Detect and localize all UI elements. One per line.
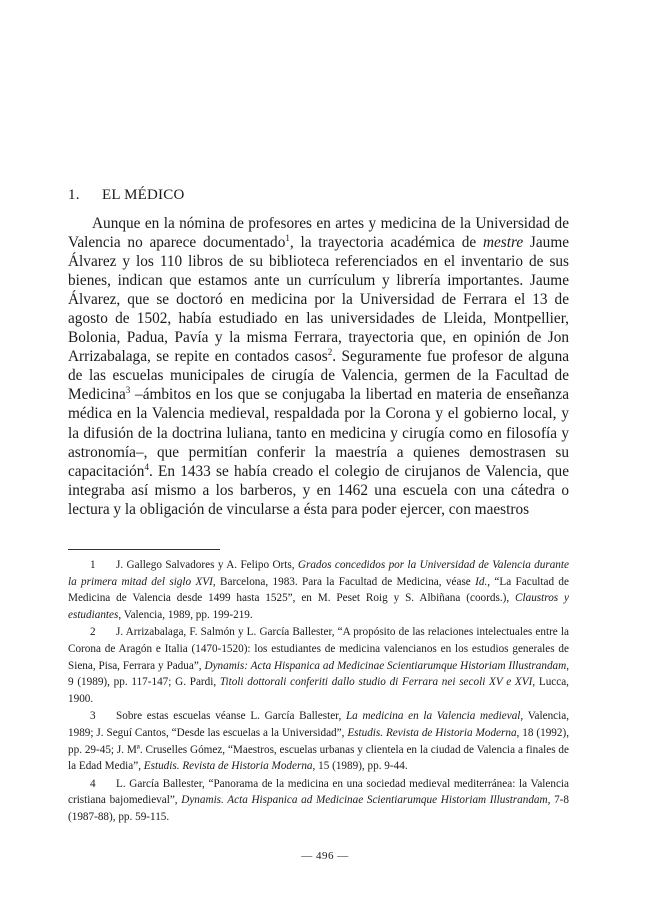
section-number: 1. <box>68 187 80 203</box>
main-text <box>68 214 569 519</box>
footnote-number: 4 <box>90 777 96 790</box>
footnote-3 <box>68 708 569 774</box>
footnote-separator <box>68 549 220 550</box>
text-run: , “La Facultad de Medicina de Valencia desde 1499 hasta 1525”, en M. Peset Roig y S. Albiñana (coords.), <box>68 575 569 605</box>
text-run: , Valencia, 1989, pp. 199-219. <box>118 608 253 621</box>
text-run: . En 1433 se había creado el colegio de cirujanos de Valencia, que integraba así mismo a los barberos, y en 1462 una escuela con una cátedra o lectura y la obligación de vincularse a ésta para poder ejercer, con maestros <box>68 462 569 518</box>
footnote-number: 3 <box>90 710 96 723</box>
footnote-ref-4[interactable]: 4 <box>144 461 149 472</box>
italic-title: Grados concedidos por la Universidad de Valencia durante la primera mitad del siglo XVI <box>68 559 569 588</box>
italic-title: Dynamis. Acta Hispanica ad Medicinae Scientiarumque Historiam Illustrandam <box>181 794 548 807</box>
italic-title: La medicina en la Valencia medieval <box>345 710 521 723</box>
text-run: Aunque en la nómina de profesores en artes y medicina de la Universidad de Valencia no aparece documentado <box>68 215 569 252</box>
footnote-ref-2[interactable]: 2 <box>327 347 333 358</box>
text-run: , Valencia, 1989; J. Seguí Cantos, “Desde las escuelas a la Universidad”, <box>68 710 569 739</box>
text-run: , Barcelona, 1983. Para la Facultad de Medicina, véase <box>212 575 476 588</box>
text-run: J. Gallego Salvadores y A. Felipo Orts, <box>116 559 298 571</box>
paragraph <box>68 214 569 519</box>
text-run: Jaume Álvarez y los 110 libros de su biblioteca referenciados en el inventario de sus bienes, indican que estamos ante un currículum y librería importantes. Jaume Álvarez, que se doctoró en medicina por la Universidad de Ferrara el 13 de agosto de 1502, había estudiado en las universidades de Lleida, Montpellier, Bolonia, Padua, Pavía y la misma Ferrara, trayectoria que, en opinión de Jon Arrizabalaga, se repite en contados casos <box>68 234 570 366</box>
text-run: . Seguramente fue profesor de alguna de las escuelas municipales de cirugía de Valencia, germen de la Facultad de Medicina <box>68 348 570 404</box>
italic-title: Dynamis: Acta Hispanica ad Medicinae Scientiarumque Historiam Illustrandam <box>204 659 567 672</box>
footnote-4 <box>68 776 569 826</box>
footnote-ref-1[interactable]: 1 <box>285 232 290 243</box>
italic-title: Titoli dottorali conferiti dallo studio di Ferrara nei secoli XV e XVI <box>219 676 533 689</box>
text-run: , Lucca, 1900. <box>68 676 569 705</box>
footnotes <box>68 557 569 827</box>
text-run: , 15 (1989), pp. 9-44. <box>312 760 408 773</box>
text-run: , 7-8 (1987-88), pp. 59-115. <box>68 794 569 823</box>
italic-title: Estudis. Revista de Historia Moderna <box>347 726 517 739</box>
text-run: , la trayectoria académica de <box>289 234 483 252</box>
text-run: Sobre estas escuelas véanse L. García Ballester, <box>116 710 346 723</box>
footnote-number: 1 <box>90 559 96 571</box>
text-run: , 9 (1989), pp. 117-147; G. Pardi, <box>68 659 570 689</box>
italic-term: mestre <box>482 234 524 252</box>
footnote-number: 2 <box>90 626 96 639</box>
footnote-1 <box>68 557 569 623</box>
footnote-ref-3[interactable]: 3 <box>125 385 131 396</box>
italic-title: Estudis. Revista de Historia Moderna <box>143 760 313 773</box>
italic-title: Id. <box>475 575 488 588</box>
text-run: J. Arrizabalaga, F. Salmón y L. García Ballester, “A propósito de las relaciones intelectuales entre la Corona de Aragón e Italia (1470-1520): los estudiantes de medicina valencianos en los estudios generales de Siena, Pisa, Ferrara y Padua”, <box>68 626 569 672</box>
text-run: –ámbitos en los que se conjugaba la libertad en materia de enseñanza médica en la Valencia medieval, respaldada por la Corona y el gobierno local, y la difusión de la doctrina luliana, tanto en medicina y cirugía como en filosofía y astronomía–, que permitían conferir la maestría a quienes demostrasen su capacitación <box>68 386 569 480</box>
italic-title: Claustros y estudiantes <box>68 592 569 621</box>
footnote-2 <box>68 624 569 707</box>
text-run: , 18 (1992), pp. 29-45; J. Mª. Cruselles Gómez, “Maestros, escuelas urbanas y clientela en la ciudad de Valencia a finales de la Edad Media”, <box>68 726 569 773</box>
text-run: L. García Ballester, “Panorama de la medicina en una sociedad medieval mediterránea: la Valencia cristiana bajomedieval”, <box>68 777 569 807</box>
page-number: — 496 — <box>301 850 349 862</box>
section-title: EL MÉDICO <box>102 187 185 203</box>
section-heading <box>68 187 568 204</box>
